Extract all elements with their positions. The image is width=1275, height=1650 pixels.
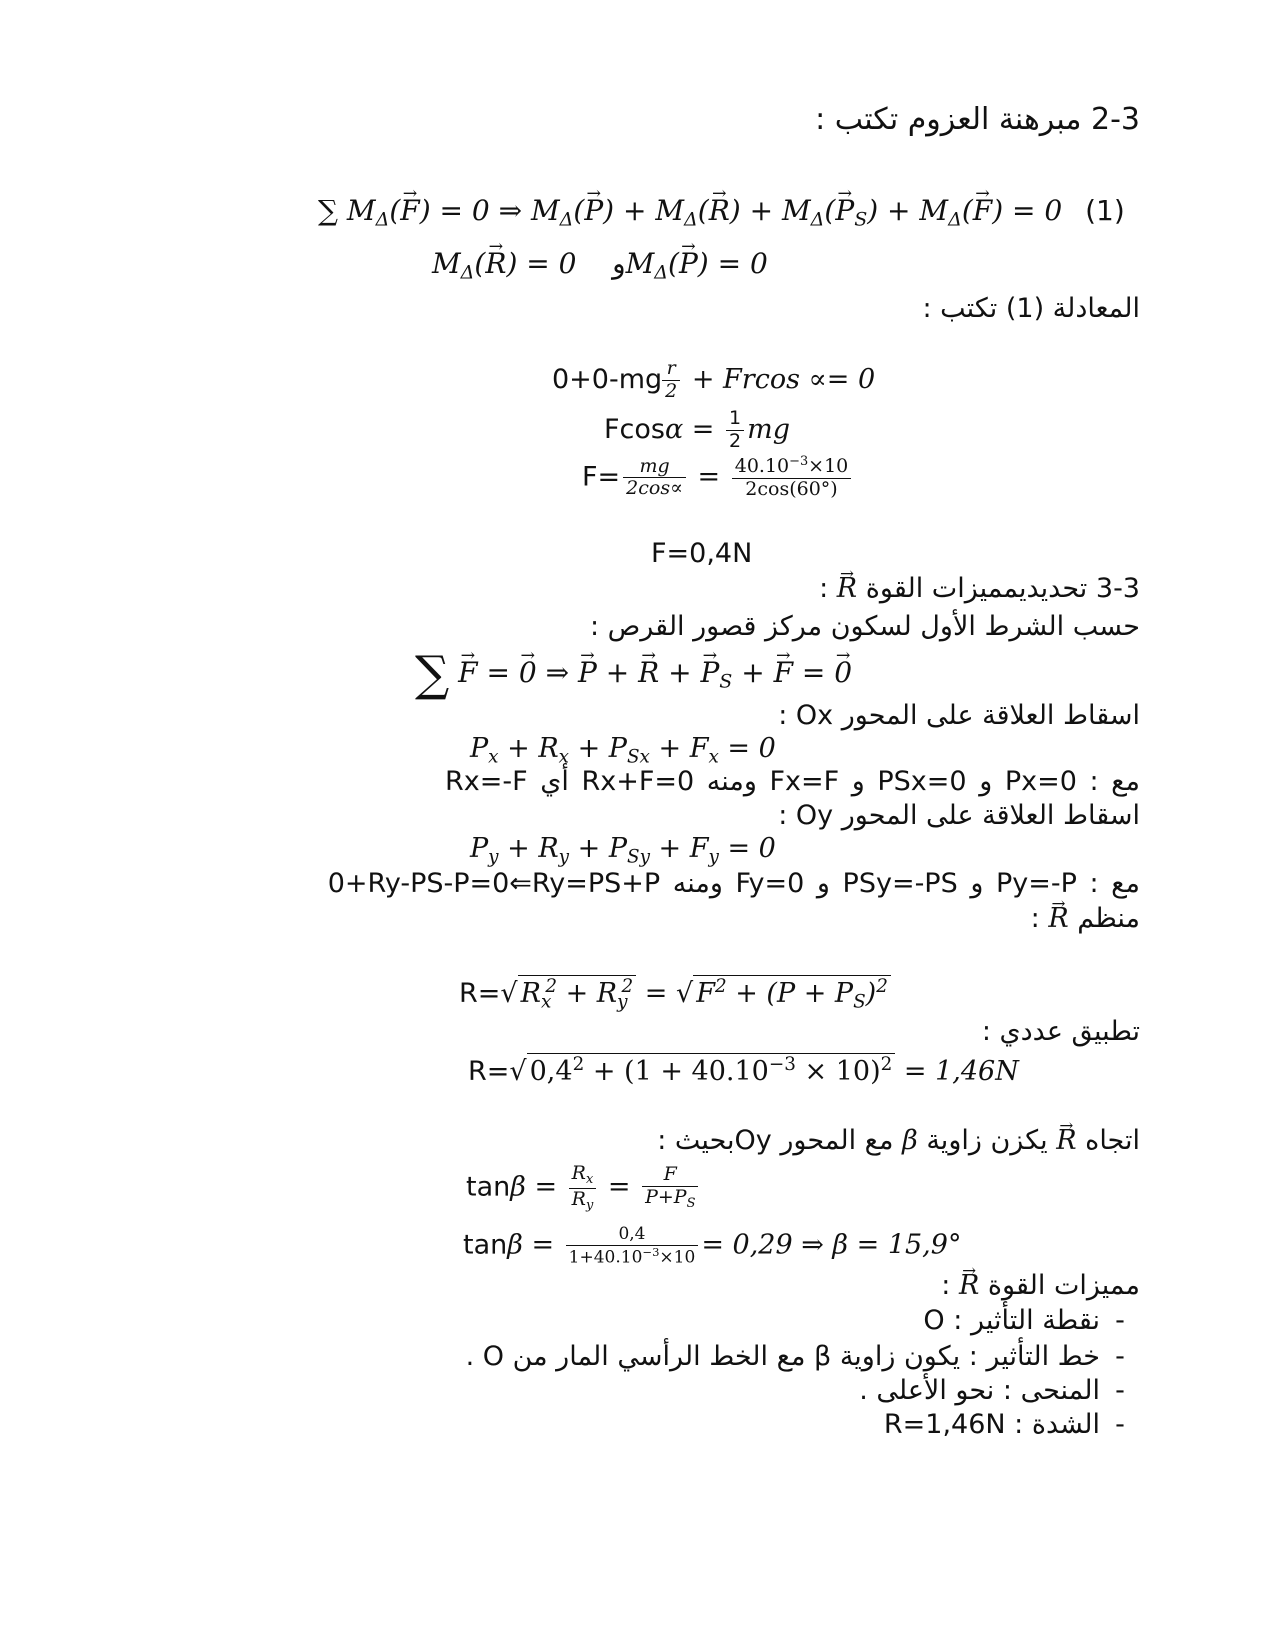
numeric-prefix: R=	[468, 1056, 510, 1088]
psx-value: PSx=0	[877, 766, 967, 797]
direction-text-1: اتجاه	[1085, 1125, 1140, 1156]
moment-equation-2: $M_\Delta(\to R) = 0$ وM$_\Delta$(→ P) = 0	[432, 250, 768, 283]
projection-oy-text: اسقاط العلاقة على المحور Oy :	[778, 800, 1140, 831]
projection-ox-text: اسقاط العلاقة على المحور Ox :	[778, 700, 1140, 731]
feature-dash: -	[1115, 1375, 1125, 1406]
with-ox-line	[445, 766, 1140, 797]
tan-prefix-1: tan	[466, 1171, 511, 1203]
py-value: Py=-P	[995, 868, 1077, 899]
feature-dash: -	[1115, 1305, 1125, 1336]
with-prefix-oy: مع :	[1089, 868, 1140, 899]
equation-label: (1)	[1085, 194, 1125, 227]
and-1-oy: و	[970, 868, 984, 899]
tan-equation-1: tanβ = $\frac{R_x}{R_y}$ = $\frac{F}{P+P_S}$	[466, 1163, 701, 1213]
ie-ox: أي	[540, 766, 569, 797]
first-condition-text: حسب الشرط الأول لسكون مركز قصور القرص :	[589, 611, 1140, 642]
calc-line-3-start: F=	[582, 461, 621, 493]
vector-sum-equation: ∑ → F = → 0 ⇒ → P + → R + → $P_S$ + → F = → 0	[415, 650, 852, 698]
norm-equation: R=√ $R_x^2 + R_y^2$ = √ $F^2 + (P + P_S)^2$	[459, 975, 891, 1012]
projection-ox-equation: $P_x + R_x + P_{Sx} + F_x = 0$	[470, 733, 776, 768]
numeric-application-label: تطبيق عددي :	[981, 1016, 1140, 1047]
direction-text: اتجاه → R يكزن زاوية β مع المحور Oyبحيث :	[657, 1127, 1140, 1154]
features-heading: مميزات القوة → R :	[941, 1272, 1140, 1299]
calc-line-1: 0+0-mg $\frac{r}{2}$ + Frcos ∝= 0	[552, 357, 876, 402]
force-result: F=0,4N	[651, 538, 753, 569]
fx-value: Fx=F	[769, 766, 840, 797]
feature-dash: -	[1115, 1409, 1125, 1440]
section-heading-moments: 2-3 مبرهنة العزوم تكتب :	[815, 102, 1140, 137]
and-1-ox: و	[979, 766, 993, 797]
calc-line-2-start: Fcos	[604, 413, 665, 445]
and-2-oy: و	[816, 868, 830, 899]
moment-equation-1: ∑ $M_\Delta(\to F) = 0$ ⇒ $M_\Delta(\to P) + M_\Delta(\to R) + M_\Delta(\to P_S) + M_\Delta(\to F) = 0$ (1)	[318, 197, 1125, 230]
tan-prefix-2: tan	[463, 1229, 508, 1261]
tan-equation-2: tanβ = $\frac{0,4}{1+40.10^{-3}\times 10}$ = 0,29 ⇒ β = 15,9°	[463, 1224, 962, 1267]
and-word: و	[612, 247, 626, 280]
norm-label-text: منظم	[1077, 903, 1140, 934]
projection-oy-equation: $P_y + R_y + P_{Sy} + F_y = 0$	[470, 833, 776, 868]
feature-item	[859, 1377, 1140, 1404]
ry-result: 0+Ry-PS-P=0⇐Ry=PS+P	[327, 868, 661, 899]
features-heading-text: مميزات القوة	[987, 1270, 1140, 1301]
feature-text: الشدة : R=1,46N	[883, 1409, 1100, 1440]
fy-value: Fy=0	[735, 868, 805, 899]
feature-text: المنحى : نحو الأعلى .	[859, 1375, 1100, 1406]
feature-dash: -	[1115, 1341, 1125, 1372]
feature-item	[923, 1307, 1140, 1334]
numeric-equation: R=√ $0,4^2 + (1 + 40.10^{-3} \times 10)^2 = 1,46N$	[468, 1054, 1019, 1088]
section-heading-r: 3-3 تحديديمميزات القوة → R :	[819, 575, 1140, 602]
direction-text-3: مع المحور Oyبحيث :	[657, 1125, 894, 1156]
norm-prefix: R=	[459, 978, 501, 1010]
feature-text: خط التأثير : يكون زاوية β مع الخط الرأسي المار من O .	[465, 1341, 1100, 1372]
calc-line-2: Fcosα = $\frac{1}{2}$ mg	[604, 407, 790, 452]
hence-ox: ومنه	[706, 766, 757, 797]
and-2-ox: و	[851, 766, 865, 797]
norm-label: منظم → R :	[1031, 905, 1140, 932]
numeric-result: = 1,46N	[903, 1056, 1019, 1088]
with-oy-line	[327, 868, 1140, 899]
feature-text: نقطة التأثير : O	[923, 1305, 1100, 1336]
psy-value: PSy=-PS	[842, 868, 958, 899]
with-prefix-ox: مع :	[1089, 766, 1140, 797]
px-value: Px=0	[1004, 766, 1077, 797]
rx-f-value: Rx+F=0	[581, 766, 695, 797]
rx-value: Rx=-F	[445, 766, 528, 797]
calc-line-3: F= $\frac{mg}{2\cos\propto}$ = $\frac{40.10^{-3}\times 10}{2\cos(60^\circ)}$	[582, 455, 854, 501]
feature-item	[884, 1411, 1140, 1438]
tan-value: = 0,29 ⇒ β = 15,9°	[701, 1229, 962, 1261]
hence-oy: ومنه	[672, 868, 723, 899]
calc-line-1-start: 0+0-mg	[552, 363, 663, 395]
feature-item	[466, 1343, 1140, 1370]
section-heading-r-text: 3-3 تحديديمميزات القوة	[865, 573, 1140, 604]
direction-text-2: يكزن زاوية	[926, 1125, 1048, 1156]
equation-1-text: المعادلة (1) تكتب :	[922, 293, 1140, 324]
